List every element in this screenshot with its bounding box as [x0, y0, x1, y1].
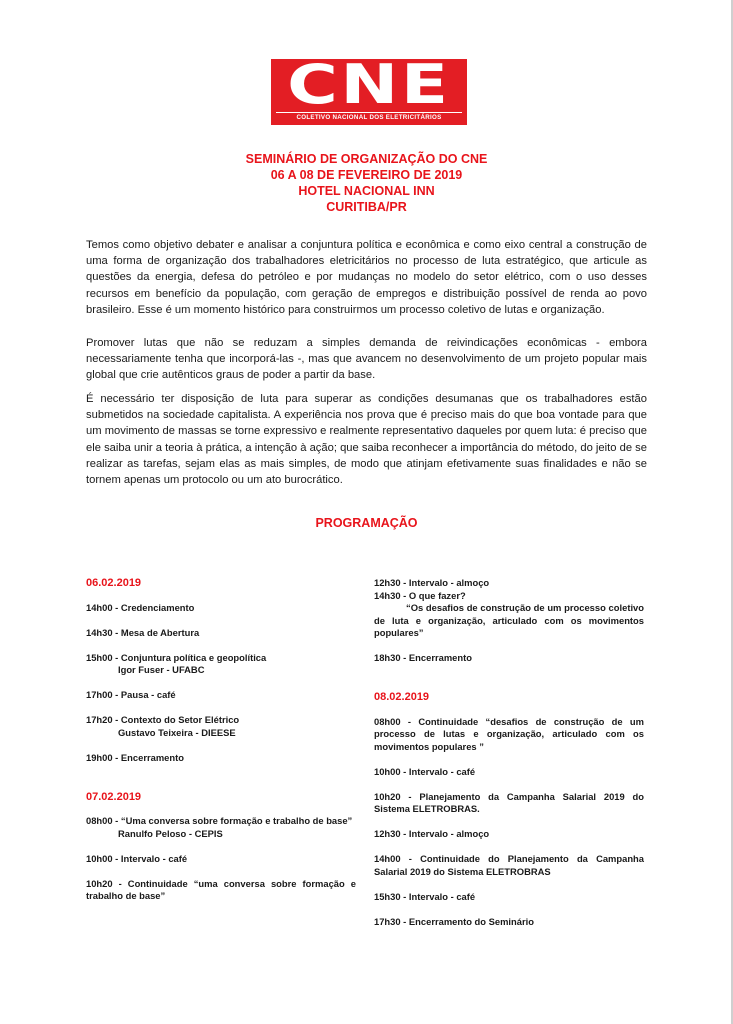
day-date: 08.02.2019 — [374, 691, 430, 703]
seminar-title: SEMINÁRIO DE ORGANIZAÇÃO DO CNE — [245, 152, 488, 166]
document-header — [0, 151, 733, 215]
schedule-right-column — [374, 577, 644, 941]
schedule-item: 19h00 - Encerramento — [86, 751, 184, 763]
schedule-item: 12h30 - Intervalo - almoço — [374, 828, 490, 839]
speaker: Gustavo Teixeira - DIEESE — [118, 726, 236, 738]
schedule-item: 14h00 - Credenciamento — [86, 601, 195, 613]
logo-acronym: CNE — [287, 53, 451, 116]
schedule-item: 12h30 - Intervalo - almoço — [374, 577, 490, 588]
intro-paragraph-3: É necessário ter disposição de luta para superar as condições desumanas que os trabalhadores estão submetidos na sociedade capitalista. A experiência nos prova que é preciso mais do que boa vontade para que um movimento de massas se torne expressivo e realmente representativo daqueles por quem luta: é preciso que ele saiba unir a teoria à prática, a intenção à ação; que saiba reconhecer a importância do método, do jeito de se realizar as tarefas, sejam elas as mais simples, de modo que atinjam efetivamente suas finalidades e não se tornem apenas um protocolo ou um ato burocrático. — [86, 393, 647, 487]
intro-paragraph-1: Temos como objetivo debater e analisar a conjuntura política e econômica e como eixo central a construção de uma forma de organização dos trabalhadores eletricitários no processo de luta estratégico, que articule as questões da energia, defesa do petróleo e por mudanças no modelo do setor elétrico, com o uso desses recursos em benefício da população, com geração de empregos e distribuição possível de renda ao povo brasileiro. Esse é um momento histórico para construirmos um processo coletivo de lutas e organização. — [86, 239, 647, 316]
schedule-item: 10h20 - Continuidade “uma conversa sobre formação e trabalho de base” — [86, 877, 356, 901]
speaker: Igor Fuser - UFABC — [118, 664, 205, 675]
schedule-item: 17h00 - Pausa - café — [86, 689, 176, 700]
logo-subtitle: COLETIVO NACIONAL DOS ELETRICITÁRIOS — [276, 112, 462, 121]
speaker: Ranulfo Peloso - CEPIS — [118, 827, 223, 839]
schedule-item: 10h00 - Intervalo - café — [86, 852, 188, 864]
schedule-item: 08h00 - Continuidade “desafios de construção de um processo de lutas e organização, articulado com os movimentos populares ” — [374, 715, 644, 752]
cne-logo — [271, 53, 467, 125]
programacao-title: PROGRAMAÇÃO — [315, 516, 418, 530]
seminar-venue: HOTEL NACIONAL INN — [298, 184, 435, 198]
schedule-item: 10h00 - Intervalo - café — [374, 765, 476, 777]
schedule-item: 14h30 - Mesa de Abertura — [86, 626, 200, 638]
schedule-item: 17h30 - Encerramento do Seminário — [374, 915, 534, 927]
schedule-item: 18h30 - Encerramento — [374, 652, 472, 663]
intro-paragraph-2: Promover lutas que não se reduzam a simples demanda de reivindicações econômicas - embora necessariamente tenha que incorporá-las -, mas que avancem no desenvolvimento de um projeto popular mais global que crie autênticos graus de poder a partir da base. — [86, 337, 647, 382]
schedule-item: 14h30 - O que fazer? “Os desafios de construção de um processo coletivo de luta e organização, articulado com os movimentos populares” — [374, 589, 644, 638]
session-description: “Os desafios de construção de um processo coletivo de luta e organização, articulado com os movimentos populares” — [374, 602, 644, 638]
schedule-item: 10h20 - Planejamento da Campanha Salarial 2019 do Sistema ELETROBRAS. — [374, 790, 644, 814]
seminar-city: CURITIBA/PR — [326, 200, 407, 214]
day-date: 06.02.2019 — [86, 577, 142, 589]
schedule-item: 15h00 - Conjuntura política e geopolítica Igor Fuser - UFABC — [86, 652, 356, 677]
schedule-item: 15h30 - Intervalo - café — [374, 890, 476, 902]
seminar-dates: 06 A 08 DE FEVEREIRO DE 2019 — [270, 168, 463, 182]
schedule-item: 17h20 - Contexto do Setor Elétrico Gustavo Teixeira - DIEESE — [86, 714, 356, 739]
schedule-left-column — [86, 577, 356, 915]
day-date: 07.02.2019 — [86, 790, 142, 803]
schedule-item: 14h00 - Continuidade do Planejamento da Campanha Salarial 2019 do Sistema ELETROBRAS — [374, 853, 644, 877]
schedule-item: 08h00 - “Uma conversa sobre formação e trabalho de base” Ranulfo Peloso - CEPIS — [86, 815, 356, 840]
